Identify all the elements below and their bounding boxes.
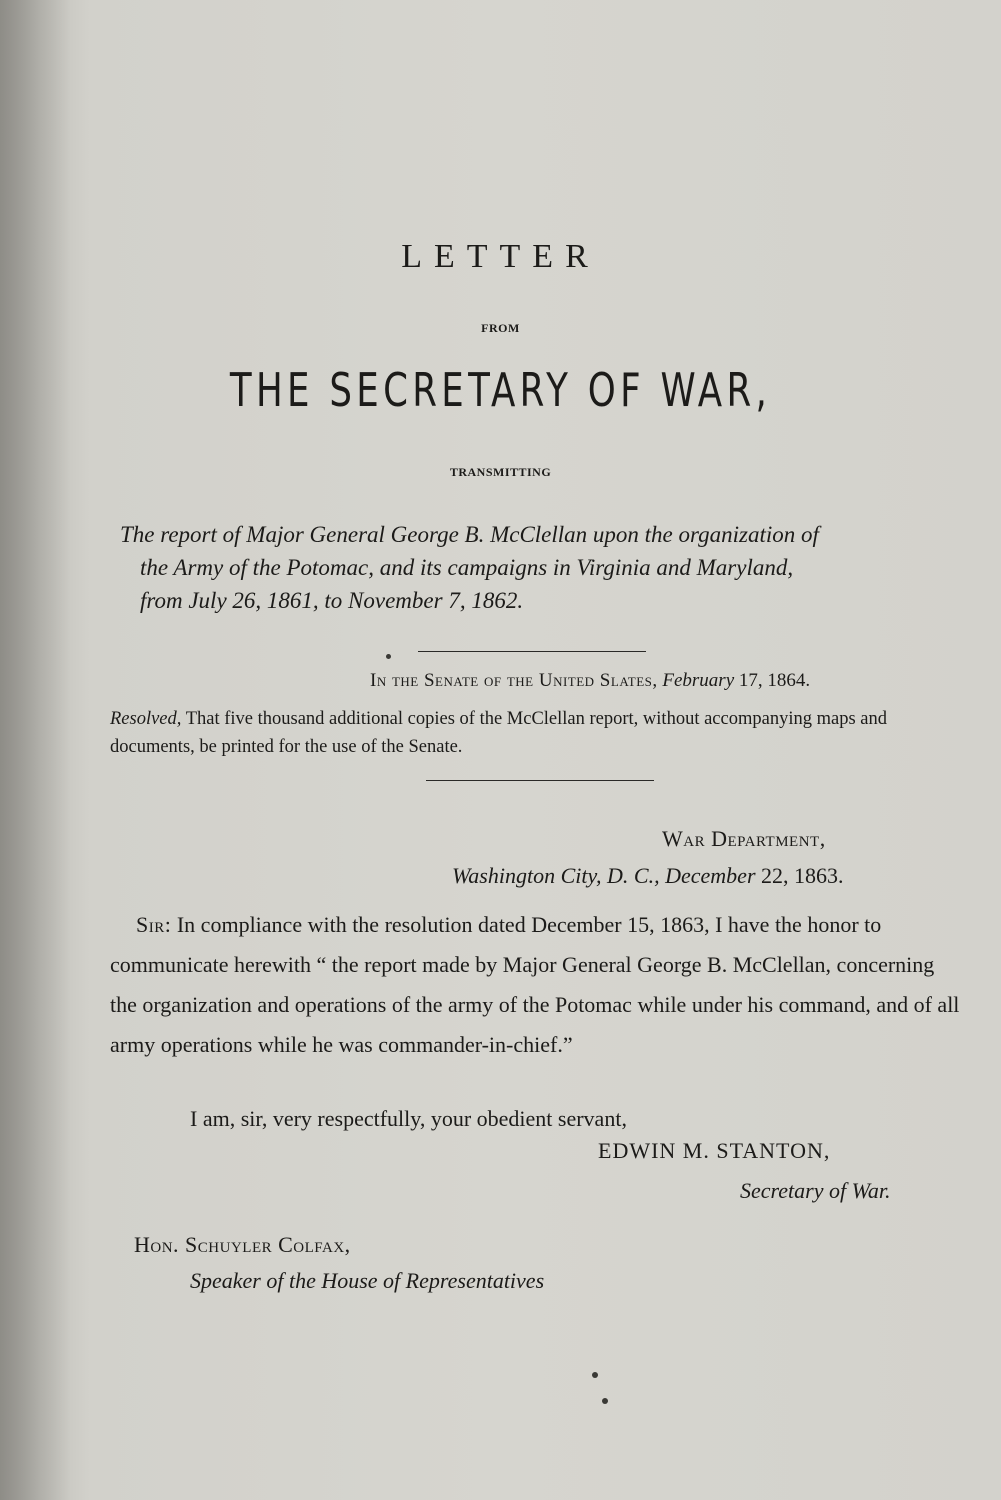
divider-rule xyxy=(426,780,654,781)
ink-dot xyxy=(592,1372,598,1378)
office-title: THE SECRETARY OF WAR, xyxy=(229,363,772,417)
resolved-label: Resolved, xyxy=(110,709,182,729)
dateline-place: Washington City, D. C., December xyxy=(452,863,756,888)
senate-heading xyxy=(370,670,810,692)
subject-line-3: from July 26, 1861, to November 7, 1862. xyxy=(140,588,524,613)
ink-dot xyxy=(602,1398,608,1404)
document-heading: LETTER xyxy=(401,238,600,275)
dateline-date: 22, 1863. xyxy=(761,863,844,888)
dateline xyxy=(452,863,844,889)
addressee-name: Hon. Schuyler Colfax, xyxy=(134,1232,351,1257)
signer-name: EDWIN M. STANTON, xyxy=(598,1138,831,1163)
senate-heading-month: February xyxy=(662,670,735,691)
letter-body xyxy=(110,905,965,1065)
addressee-title: Speaker of the House of Representatives xyxy=(190,1268,545,1293)
letter-body-text: In compliance with the resolution dated December 15, 1863, I have the honor to communicate herewith “ the report made by Major General George B. McClellan, concerning the organization and operations of the army of the Potomac while under his command, and of all army operations while he was commander-in-chief.” xyxy=(110,912,960,1057)
page-gutter-shadow xyxy=(0,0,70,1500)
department-name: War Department, xyxy=(662,826,826,851)
transmitting-label: TRANSMITTING xyxy=(449,465,552,479)
signer-title: Secretary of War. xyxy=(740,1178,891,1203)
salutation: Sir: xyxy=(136,912,172,937)
senate-resolution xyxy=(110,705,955,761)
subject-line-2: the Army of the Potomac, and its campaigns in Virginia and Maryland, xyxy=(140,555,794,580)
report-subject xyxy=(120,518,960,617)
subject-line-1: The report of Major General George B. McClellan upon the organization of xyxy=(120,522,819,547)
senate-heading-place: In the Senate of the United Slates, xyxy=(370,670,658,691)
resolution-text: That five thousand additional copies of the McClellan report, without accompanying maps and documents, be printed for the use of the Senate. xyxy=(110,709,887,757)
divider-rule xyxy=(418,651,646,652)
from-label: FROM xyxy=(481,321,520,335)
letter-closing: I am, sir, very respectfully, your obedient servant, xyxy=(190,1106,627,1131)
senate-heading-date: 17, 1864. xyxy=(738,670,811,691)
ink-dot xyxy=(386,654,391,659)
